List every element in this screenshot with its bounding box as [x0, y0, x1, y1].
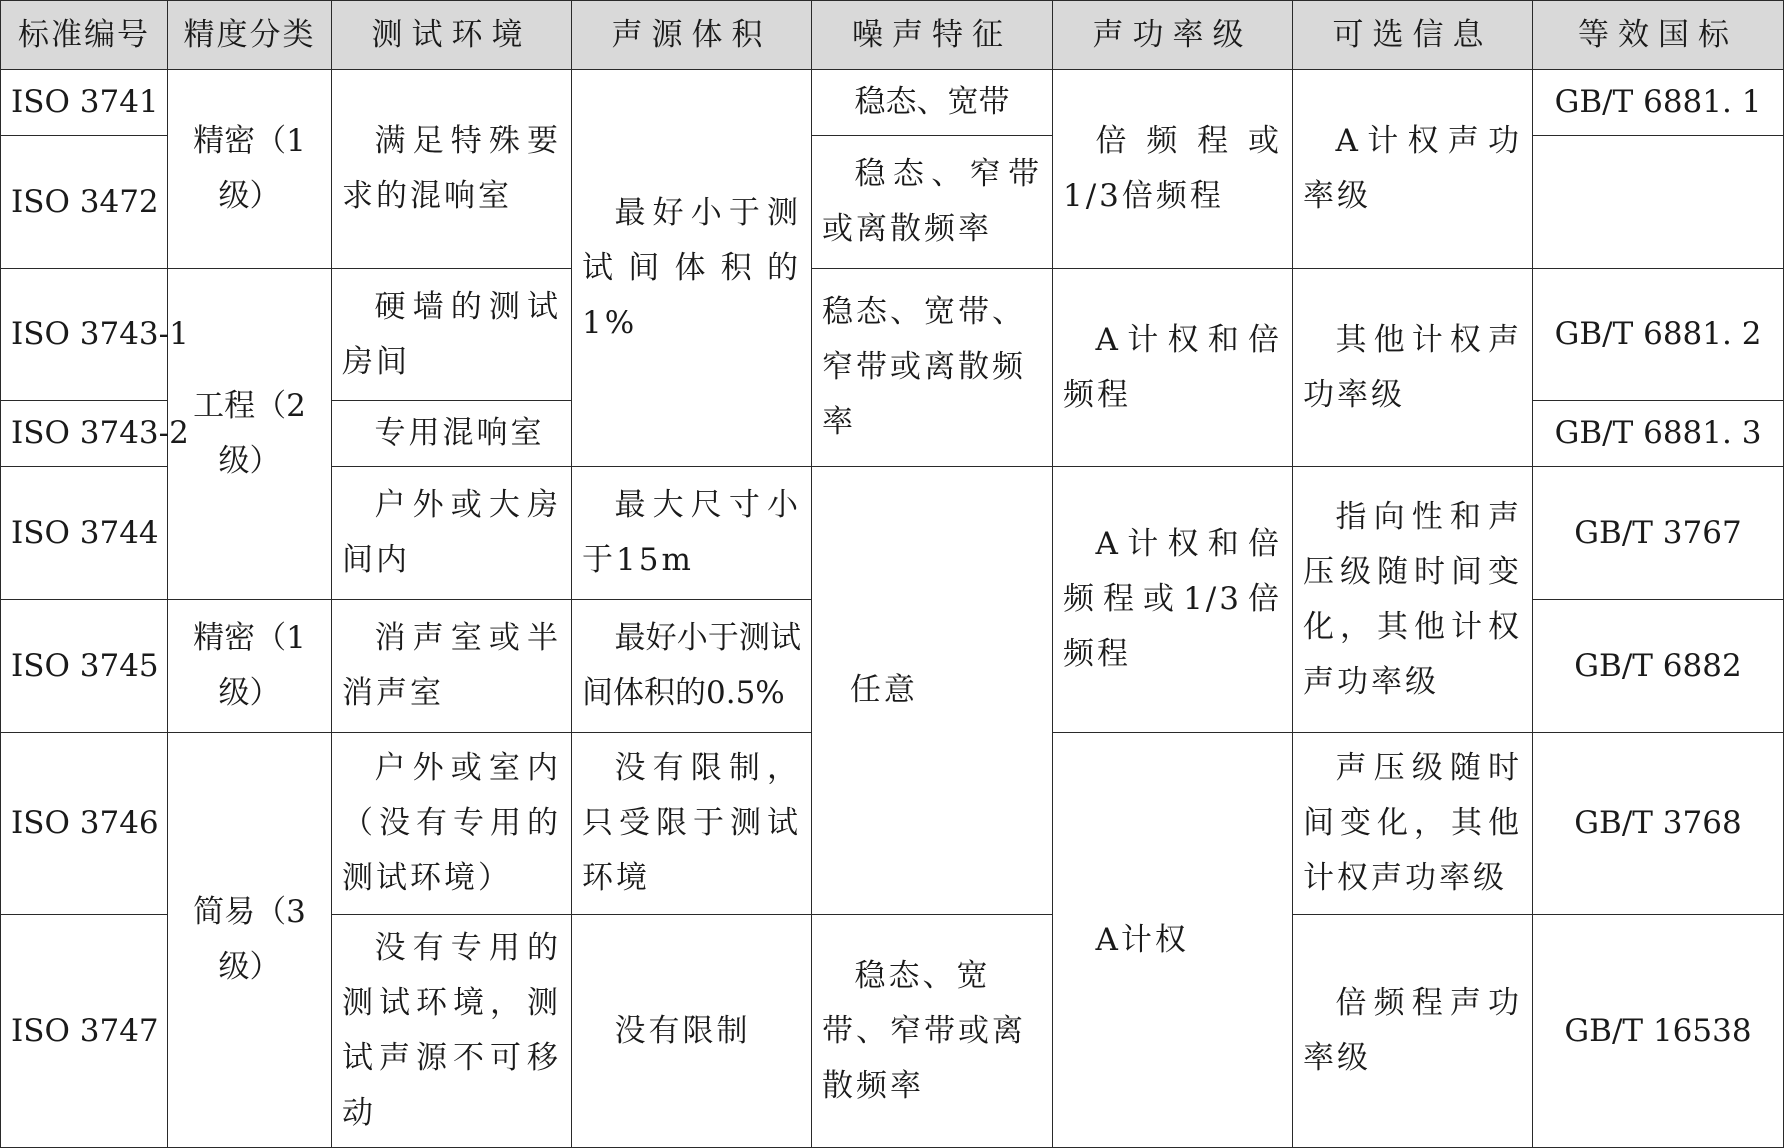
standard-number-cell: ISO 3743-2 — [1, 401, 168, 467]
standard-number-cell: ISO 3743-1 — [1, 269, 168, 401]
standard-number-cell: ISO 3746 — [1, 733, 168, 915]
source-volume-cell: 没有限制，只受限于测试环境 — [572, 733, 812, 915]
optional-info-cell: 其他计权声功率级 — [1293, 269, 1533, 467]
table-row — [1, 269, 1784, 401]
standard-number-cell: ISO 3747 — [1, 915, 168, 1148]
equivalent-gb-cell — [1533, 136, 1784, 269]
test-environment-cell: 专用混响室 — [332, 401, 572, 467]
standard-number-cell: ISO 3472 — [1, 136, 168, 269]
standard-number-cell: ISO 3744 — [1, 467, 168, 600]
sound-power-level-cell: A计权和倍频程或1/3倍频程 — [1053, 467, 1293, 733]
noise-character-cell: 稳态、宽带、窄带或离散频率 — [812, 269, 1053, 467]
sound-power-level-cell: A计权 — [1053, 733, 1293, 1148]
table-row — [1, 70, 1784, 136]
header-accuracy-class: 精度分类 — [168, 1, 332, 70]
equivalent-gb-cell: GB/T 6881. 1 — [1533, 70, 1784, 136]
equivalent-gb-cell: GB/T 16538 — [1533, 915, 1784, 1148]
test-environment-cell: 户外或室内（没有专用的测试环境） — [332, 733, 572, 915]
accuracy-class-cell: 工程（2级） — [168, 269, 332, 600]
source-volume-cell: 最好小于测试间体积的1% — [572, 70, 812, 467]
header-sound-power-level: 声功率级 — [1053, 1, 1293, 70]
header-test-environment: 测试环境 — [332, 1, 572, 70]
header-equivalent-gb: 等效国标 — [1533, 1, 1784, 70]
equivalent-gb-cell: GB/T 6882 — [1533, 600, 1784, 733]
source-volume-cell: 没有限制 — [572, 915, 812, 1148]
accuracy-class-cell: 简易（3级） — [168, 733, 332, 1148]
equivalent-gb-cell: GB/T 3767 — [1533, 467, 1784, 600]
header-standard-number: 标准编号 — [1, 1, 168, 70]
sound-power-level-cell: A计权和倍频程 — [1053, 269, 1293, 467]
accuracy-class-cell: 精密（1级） — [168, 70, 332, 269]
header-row — [1, 1, 1784, 70]
equivalent-gb-cell: GB/T 6881. 2 — [1533, 269, 1784, 401]
accuracy-class-cell: 精密（1级） — [168, 600, 332, 733]
standard-number-cell: ISO 3741 — [1, 70, 168, 136]
test-environment-cell: 满足特殊要求的混响室 — [332, 70, 572, 269]
equivalent-gb-cell: GB/T 6881. 3 — [1533, 401, 1784, 467]
noise-character-cell: 稳态、宽带、窄带或离散频率 — [812, 915, 1053, 1148]
source-volume-cell: 最大尺寸小于15m — [572, 467, 812, 600]
optional-info-cell: A计权声功率级 — [1293, 70, 1533, 269]
optional-info-cell: 声压级随时间变化，其他计权声功率级 — [1293, 733, 1533, 915]
header-optional-info: 可选信息 — [1293, 1, 1533, 70]
noise-character-cell: 稳态、宽带 — [812, 70, 1053, 136]
optional-info-cell: 倍频程声功率级 — [1293, 915, 1533, 1148]
header-noise-character: 噪声特征 — [812, 1, 1053, 70]
sound-power-level-cell: 倍频程或1/3倍频程 — [1053, 70, 1293, 269]
standard-number-cell: ISO 3745 — [1, 600, 168, 733]
test-environment-cell: 没有专用的测试环境，测试声源不可移动 — [332, 915, 572, 1148]
test-environment-cell: 消声室或半消声室 — [332, 600, 572, 733]
test-environment-cell: 户外或大房间内 — [332, 467, 572, 600]
noise-character-cell: 任意 — [812, 467, 1053, 915]
header-source-volume: 声源体积 — [572, 1, 812, 70]
source-volume-cell: 最好小于测试间体积的0.5% — [572, 600, 812, 733]
optional-info-cell: 指向性和声压级随时间变化，其他计权声功率级 — [1293, 467, 1533, 733]
test-environment-cell: 硬墙的测试房间 — [332, 269, 572, 401]
equivalent-gb-cell: GB/T 3768 — [1533, 733, 1784, 915]
noise-character-cell: 稳态、窄带或离散频率 — [812, 136, 1053, 269]
